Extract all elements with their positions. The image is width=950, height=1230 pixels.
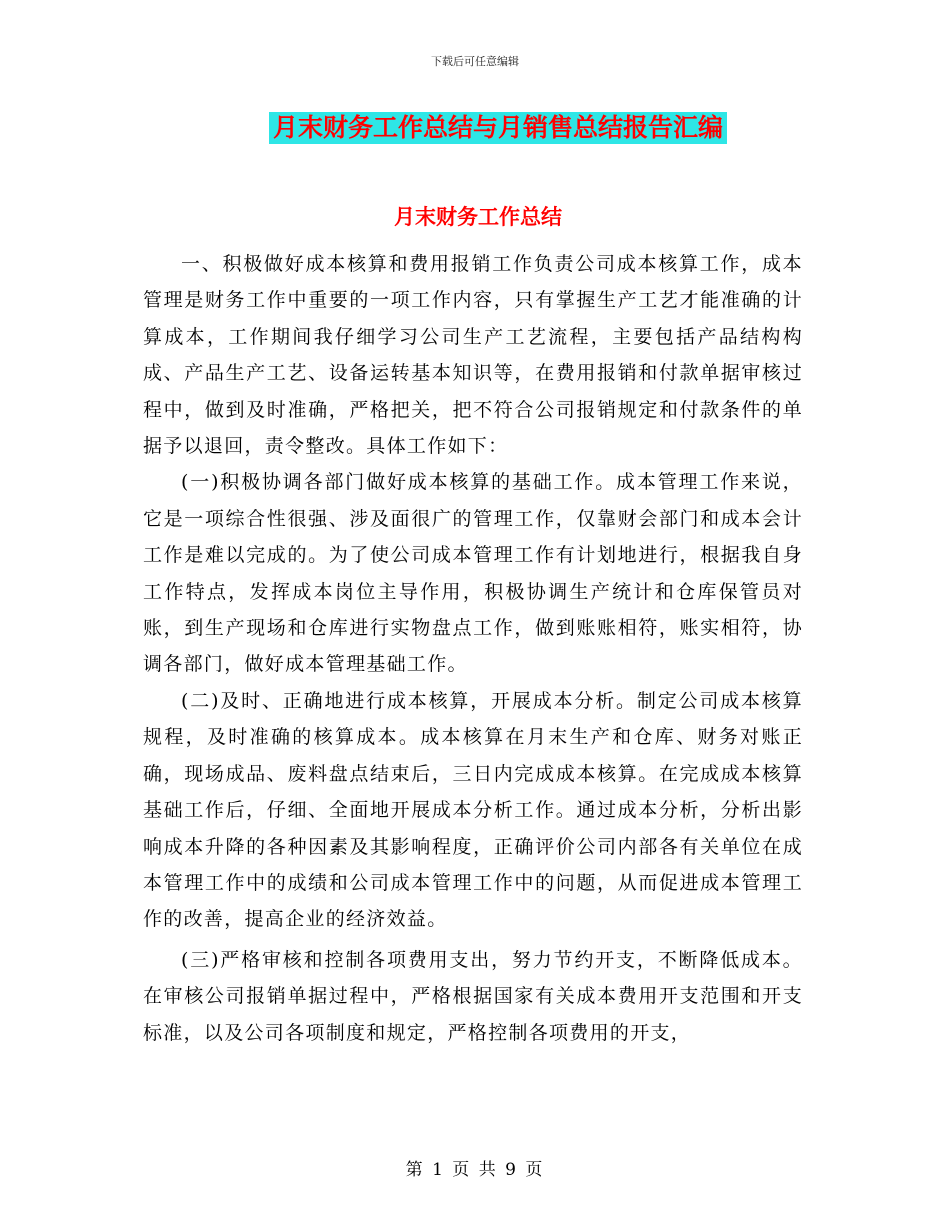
document-title: 月末财务工作总结与月销售总结报告汇编: [269, 112, 727, 144]
document-title-container: [0, 112, 950, 144]
paragraph-2: (一)积极协调各部门做好成本核算的基础工作。成本管理工作来说，它是一项综合性很强、涉及面很广的管理工作，仅靠财会部门和成本会计工作是难以完成的。为了使公司成本管理工作有计划地进行，根据我自身工作特点，发挥成本岗位主导作用，积极协调生产统计和仓库保管员对账，到生产现场和仓库进行实物盘点工作，做到账账相符，账实相符，协调各部门，做好成本管理基础工作。: [143, 471, 803, 676]
header-note: 下载后可任意编辑: [431, 55, 519, 68]
paragraph-1: 一、积极做好成本核算和费用报销工作负责公司成本核算工作，成本管理是财务工作中重要的一项工作内容，只有掌握生产工艺才能准确的计算成本，工作期间我仔细学习公司生产工艺流程，主要包括产品结构构成、产品生产工艺、设备运转基本知识等，在费用报销和付款单据审核过程中，做到及时准确，严格把关，把不符合公司报销规定和付款条件的单据予以退回，责令整改。具体工作如下：: [143, 253, 803, 458]
section-heading: 月末财务工作总结: [394, 205, 562, 229]
page-number: 第 1 页 共 9 页: [405, 1160, 545, 1180]
document-body: [143, 246, 803, 1051]
paragraph-4: (三)严格审核和控制各项费用支出，努力节约开支，不断降低成本。在审核公司报销单据过程中，严格根据国家有关成本费用开支范围和开支标准，以及公司各项制度和规定，严格控制各项费用的开支，: [143, 948, 803, 1044]
paragraph-3: (二)及时、正确地进行成本核算，开展成本分析。制定公司成本核算规程，及时准确的核算成本。成本核算在月末生产和仓库、财务对账正确，现场成品、废料盘点结束后，三日内完成成本核算。在完成成本核算基础工作后，仔细、全面地开展成本分析工作。通过成本分析，分析出影响成本升降的各种因素及其影响程度，正确评价公司内部各有关单位在成本管理工作中的成绩和公司成本管理工作中的问题，从而促进成本管理工作的改善，提高企业的经济效益。: [143, 689, 803, 931]
